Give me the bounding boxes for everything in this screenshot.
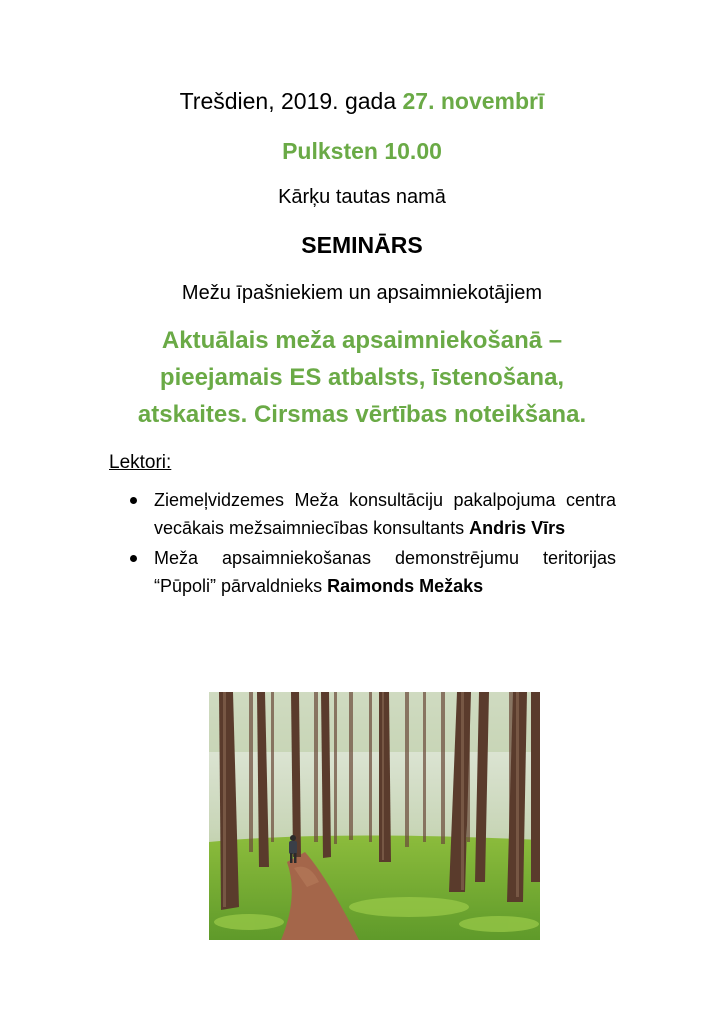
event-audience: Mežu īpašniekiem un apsaimniekotājiem xyxy=(181,282,543,304)
event-time: Pulksten 10.00 xyxy=(282,138,442,164)
event-topic xyxy=(90,322,634,433)
event-title: SEMINĀRS xyxy=(301,232,423,258)
forest-photo xyxy=(209,692,540,940)
topic-line: pieejamais ES atbalsts, īstenošana, xyxy=(159,364,565,391)
forest-illustration xyxy=(209,692,540,940)
lecturer-name: Raimonds Mežaks xyxy=(327,576,484,596)
lecturers-list xyxy=(124,486,616,602)
event-date-highlight: 27. novembrī xyxy=(402,88,545,114)
topic-line: Aktuālais meža apsaimniekošanā – xyxy=(161,327,563,354)
event-date xyxy=(0,88,724,115)
lecturer-description: Ziemeļvidzemes Meža konsultāciju pakalpojuma centra vecākais mežsaimniecības konsultants xyxy=(154,490,616,538)
bullet-icon xyxy=(130,555,137,562)
event-date-prefix: Trešdien, 2019. gada xyxy=(179,88,403,114)
lecturer-name: Andris Vīrs xyxy=(469,518,566,538)
list-item xyxy=(124,544,616,600)
event-venue: Kārķu tautas namā xyxy=(278,186,446,208)
list-item xyxy=(124,486,616,542)
lecturer-description: Meža apsaimniekošanas demonstrējumu teritorijas “Pūpoli” pārvaldnieks xyxy=(154,548,616,596)
lecturers-label: Lektori: xyxy=(109,452,172,473)
topic-line: atskaites. Cirsmas vērtības noteikšana. xyxy=(137,401,587,428)
bullet-icon xyxy=(130,497,137,504)
